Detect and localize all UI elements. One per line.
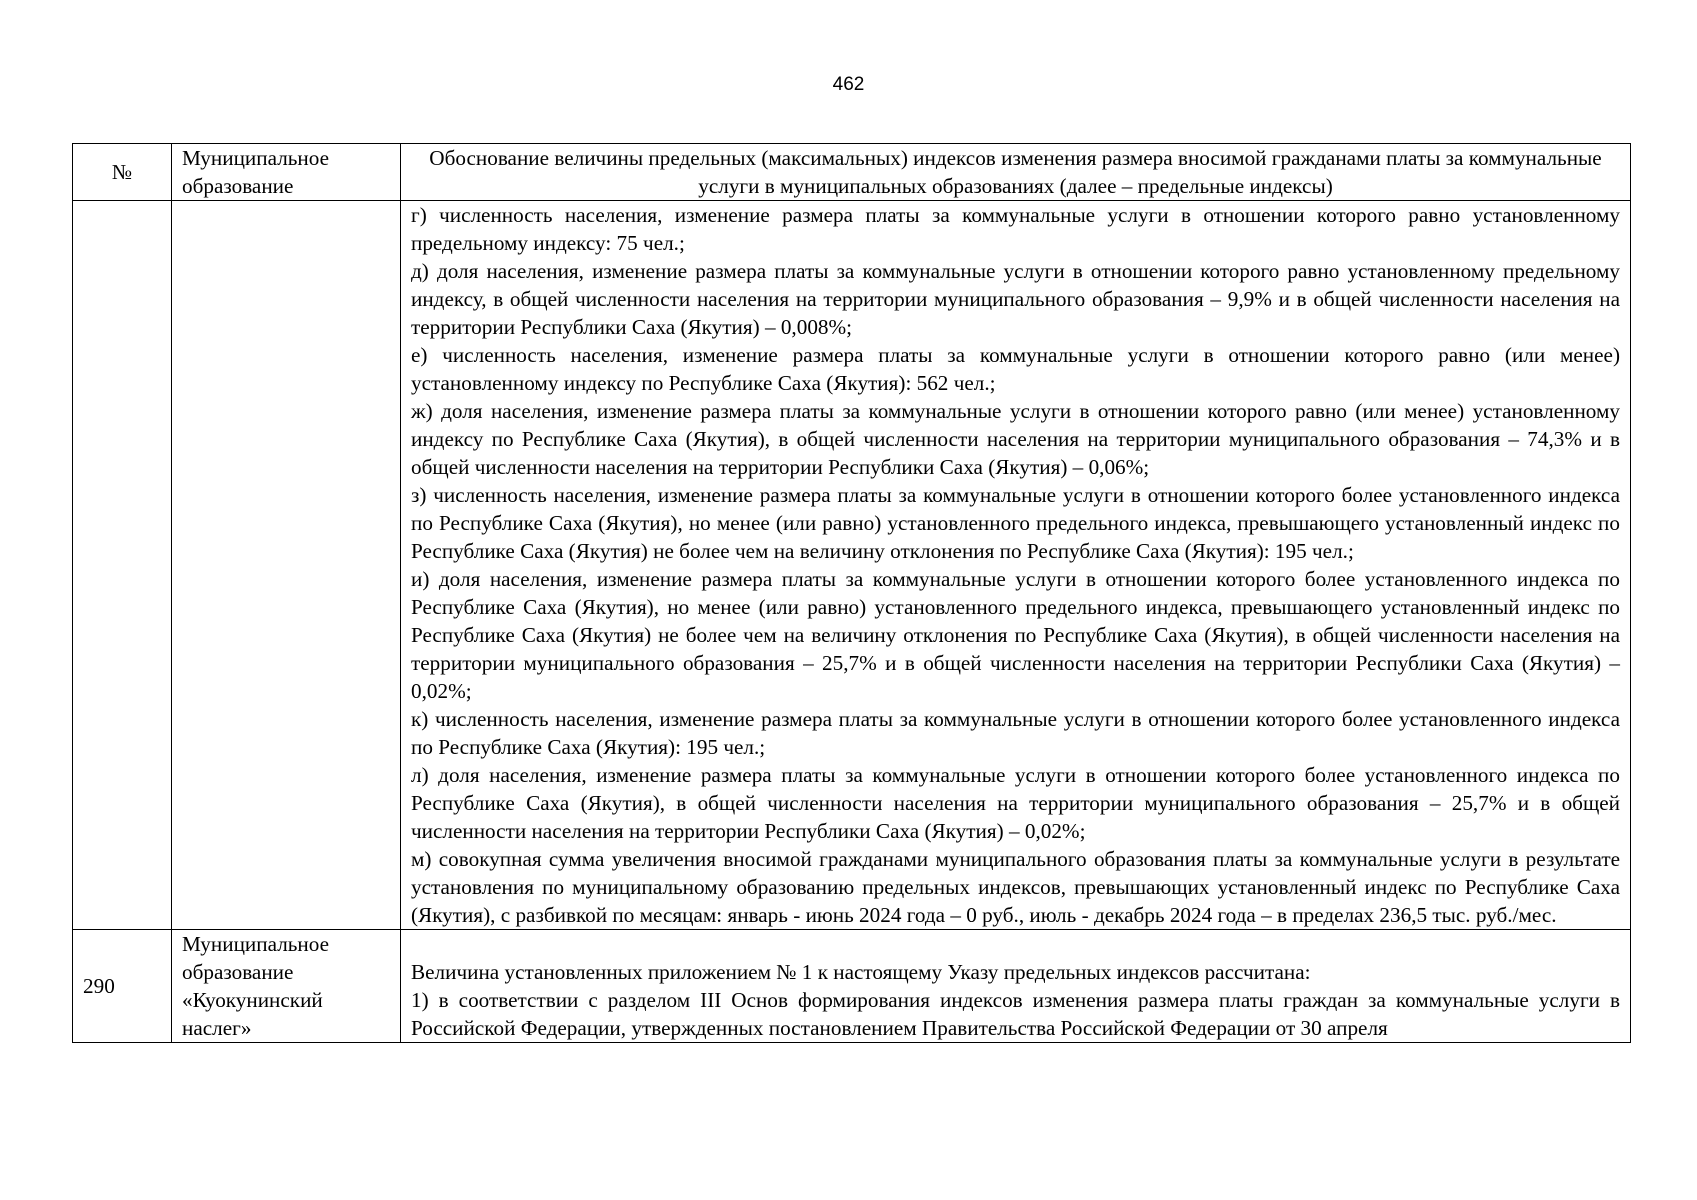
justification-table bbox=[72, 143, 1631, 1043]
row-number-cell bbox=[73, 201, 172, 930]
header-municipality: Муниципальное образование bbox=[172, 144, 401, 201]
paragraph-zh: ж) доля населения, изменение размера платы за коммунальные услуги в отношении которого равно (или менее) установленному индексу по Республике Саха (Якутия), в общей численности населения на территории муниципального образования – 74,3% и в общей численности населения на территории Республики Саха (Якутия) – 0,06%; bbox=[411, 399, 1620, 479]
municipality-cell: Муниципальное образование «Куокунинский наслег» bbox=[172, 930, 401, 1043]
page-number: 462 bbox=[832, 74, 865, 95]
paragraph-i: и) доля населения, изменение размера платы за коммунальные услуги в отношении которого более установленного индекса по Республике Саха (Якутия), но менее (или равно) установленного предельного индекса, превышающего установленный индекс по Республике Саха (Якутия) не более чем на величину отклонения по Республике Саха (Якутия), в общей численности населения на территории муниципального образования – 25,7% и в общей численности населения на территории Республики Саха (Якутия) – 0,02%; bbox=[411, 567, 1620, 703]
table-header-row bbox=[73, 144, 1631, 201]
paragraph-m: м) совокупная сумма увеличения вносимой гражданами муниципального образования платы за коммунальные услуги в результате установления по муниципальному образованию предельных индексов, превышающих установленный индекс по Республике Саха (Якутия), с разбивкой по месяцам: январь - июнь 2024 года – 0 руб., июль - декабрь 2024 года – в пределах 236,5 тыс. руб./мес. bbox=[411, 847, 1620, 927]
table-row bbox=[73, 201, 1631, 930]
paragraph-d: д) доля населения, изменение размера платы за коммунальные услуги в отношении которого равно установленному предельному индексу, в общей численности населения на территории муниципального образования – 9,9% и в общей численности населения на территории Республики Саха (Якутия) – 0,008%; bbox=[411, 259, 1620, 339]
table-row bbox=[73, 930, 1631, 1043]
header-justification: Обоснование величины предельных (максимальных) индексов изменения размера вносимой гражданами платы за коммунальные услуги в муниципальных образованиях (далее – предельные индексы) bbox=[401, 144, 1631, 201]
justification-cell bbox=[401, 930, 1631, 1043]
paragraph-1: 1) в соответствии с разделом III Основ формирования индексов изменения размера платы граждан за коммунальные услуги в Российской Федерации, утвержденных постановлением Правительства Российской Федерации от 30 апреля bbox=[411, 988, 1620, 1040]
paragraph-l: л) доля населения, изменение размера платы за коммунальные услуги в отношении которого более установленного индекса по Республике Саха (Якутия), в общей численности населения на территории муниципального образования – 25,7% и в общей численности населения на территории Республики Саха (Якутия) – 0,02%; bbox=[411, 763, 1620, 843]
paragraph-intro: Величина установленных приложением № 1 к настоящему Указу предельных индексов рассчитана: bbox=[411, 960, 1311, 984]
justification-cell bbox=[401, 201, 1631, 930]
spacer bbox=[411, 930, 1620, 958]
paragraph-e: е) численность населения, изменение размера платы за коммунальные услуги в отношении которого равно (или менее) установленному индексу по Республике Саха (Якутия): 562 чел.; bbox=[411, 343, 1620, 395]
municipality-cell bbox=[172, 201, 401, 930]
paragraph-g: г) численность населения, изменение размера платы за коммунальные услуги в отношении которого равно установленному предельному индексу: 75 чел.; bbox=[411, 203, 1620, 255]
paragraph-k: к) численность населения, изменение размера платы за коммунальные услуги в отношении которого более установленного индекса по Республике Саха (Якутия): 195 чел.; bbox=[411, 707, 1620, 759]
row-number-cell: 290 bbox=[73, 930, 172, 1043]
header-number: № bbox=[73, 144, 172, 201]
paragraph-z: з) численность населения, изменение размера платы за коммунальные услуги в отношении которого более установленного индекса по Республике Саха (Якутия), но менее (или равно) установленного предельного индекса, превышающего установленный индекс по Республике Саха (Якутия) не более чем на величину отклонения по Республике Саха (Якутия): 195 чел.; bbox=[411, 483, 1620, 563]
